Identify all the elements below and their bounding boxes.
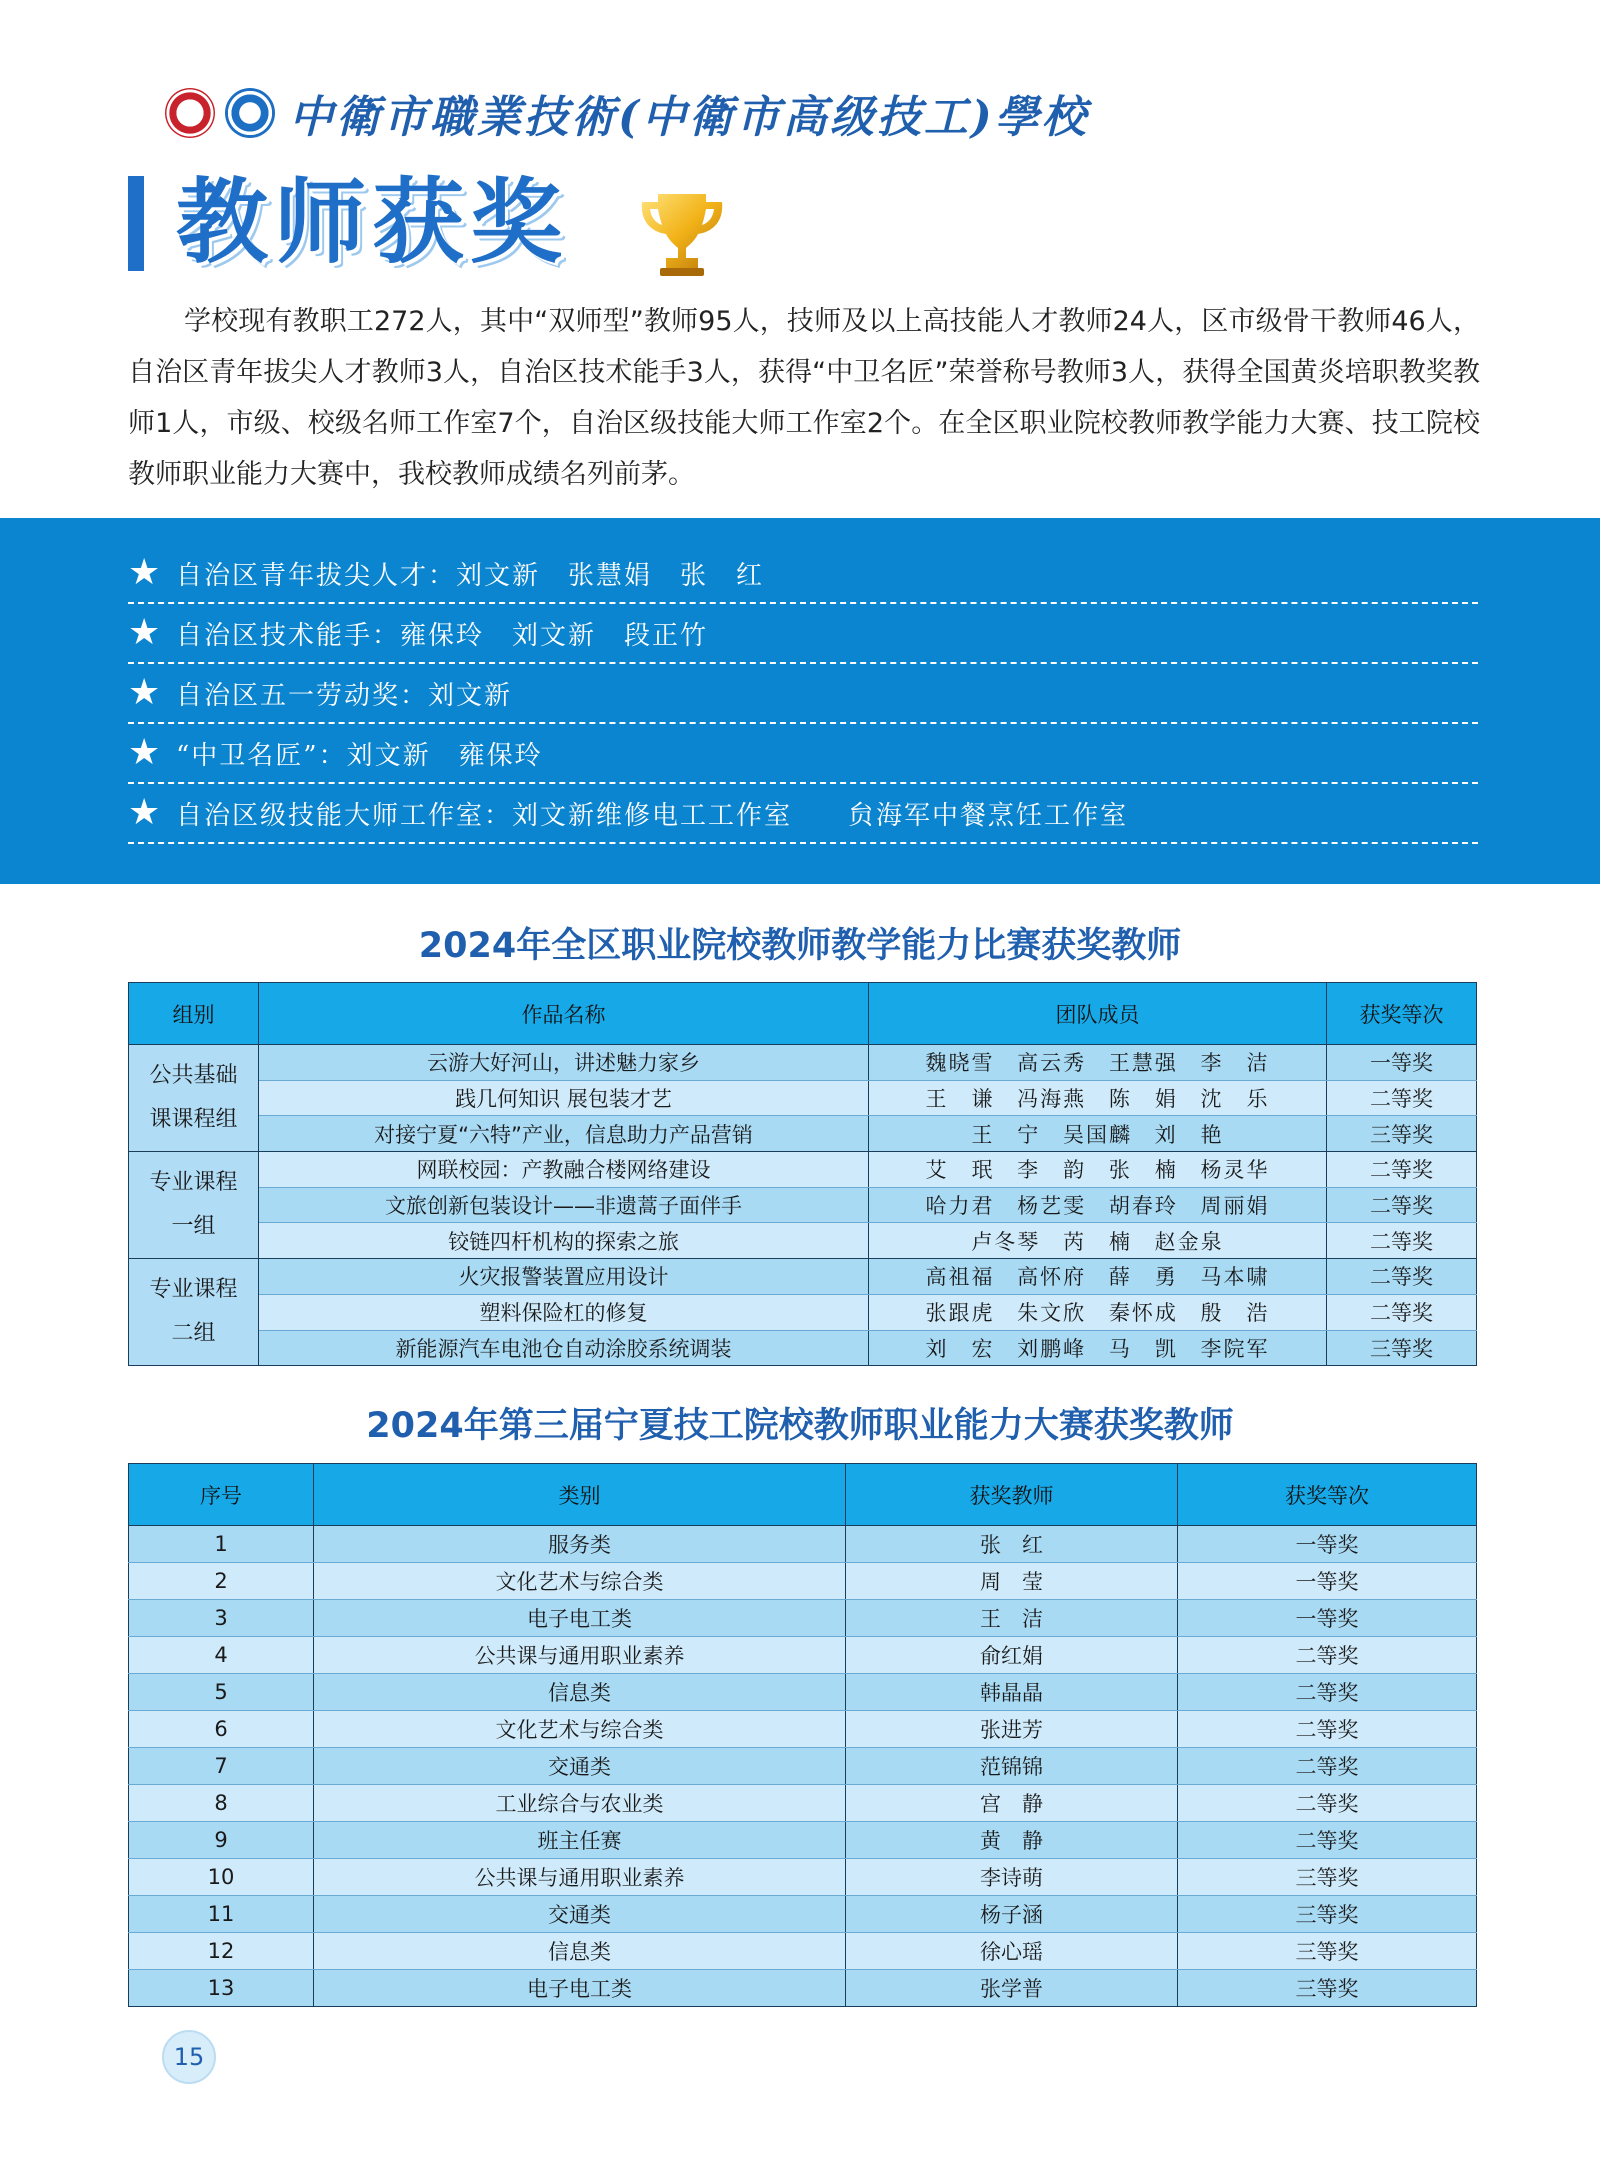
award-level: 三等奖 xyxy=(1178,1970,1477,2007)
honor-item xyxy=(128,604,1478,664)
honors-band xyxy=(0,518,1600,884)
page-title: 教师获奖 xyxy=(176,169,569,276)
award-level: 三等奖 xyxy=(1327,1330,1477,1366)
column-header: 类别 xyxy=(314,1464,846,1526)
teacher-name: 范锦锦 xyxy=(846,1748,1178,1785)
teacher-name: 徐心瑶 xyxy=(846,1933,1178,1970)
table-row xyxy=(129,1187,1477,1223)
row-number: 2 xyxy=(129,1563,314,1600)
row-number: 8 xyxy=(129,1785,314,1822)
award-level: 二等奖 xyxy=(1178,1637,1477,1674)
table-row xyxy=(129,1637,1477,1674)
table2-title: 2024年第三届宁夏技工院校教师职业能力大赛获奖教师 xyxy=(366,1406,1234,1446)
teacher-name: 黄 静 xyxy=(846,1822,1178,1859)
table1-title: 2024年全区职业院校教师教学能力比赛获奖教师 xyxy=(418,926,1182,966)
trophy-icon xyxy=(632,182,732,282)
table-row xyxy=(129,1259,1477,1295)
award-level: 二等奖 xyxy=(1178,1711,1477,1748)
work-title: 践几何知识 展包装才艺 xyxy=(259,1080,869,1116)
row-number: 4 xyxy=(129,1637,314,1674)
work-title: 新能源汽车电池仓自动涂胶系统调装 xyxy=(259,1330,869,1366)
award-level: 二等奖 xyxy=(1327,1223,1477,1259)
award-level: 二等奖 xyxy=(1178,1748,1477,1785)
teacher-name: 宫 静 xyxy=(846,1785,1178,1822)
award-level: 三等奖 xyxy=(1178,1933,1477,1970)
group-name: 专业课程二组 xyxy=(129,1259,259,1366)
honor-text: “中卫名匠”：刘文新 雍保玲 xyxy=(176,740,543,771)
award-level: 二等奖 xyxy=(1327,1080,1477,1116)
table-row xyxy=(129,1933,1477,1970)
table-row xyxy=(129,1748,1477,1785)
team-members: 高祖福 高怀府 薛 勇 马本啸 xyxy=(869,1259,1327,1295)
honor-text: 自治区五一劳动奖：刘文新 xyxy=(176,680,513,711)
table-row xyxy=(129,1526,1477,1563)
category: 班主任赛 xyxy=(314,1822,846,1859)
table-row xyxy=(129,1045,1477,1081)
category: 公共课与通用职业素养 xyxy=(314,1859,846,1896)
category: 信息类 xyxy=(314,1674,846,1711)
table-row xyxy=(129,1152,1477,1188)
work-title: 对接宁夏“六特”产业，信息助力产品营销 xyxy=(259,1116,869,1152)
table-header-row xyxy=(129,983,1477,1045)
category: 信息类 xyxy=(314,1933,846,1970)
award-level: 二等奖 xyxy=(1178,1785,1477,1822)
star-icon: ★ xyxy=(128,612,161,653)
table-row xyxy=(129,1785,1477,1822)
row-number: 10 xyxy=(129,1859,314,1896)
row-number: 3 xyxy=(129,1600,314,1637)
honor-text: 自治区技术能手：雍保玲 刘文新 段正竹 xyxy=(176,620,709,651)
intro-text: 学校现有教职工272人，其中“双师型”教师95人，技师及以上高技能人才教师24人，区市级骨干教师46人，自治区青年拔尖人才教师3人，自治区技术能手3人，获得“中卫名匠”荣誉称号教师3人，获得全国黄炎培职教奖教师1人，市级、校级名师工作室7个，自治区级技能大师工作室2个。在全区职业院校教师教学能力大赛、技工院校教师职业能力大赛中，我校教师成绩名列前茅。 xyxy=(128,306,1480,490)
team-members: 刘 宏 刘鹏峰 马 凯 李院军 xyxy=(869,1330,1327,1366)
column-header: 作品名称 xyxy=(259,983,869,1045)
column-header: 获奖等次 xyxy=(1327,983,1477,1045)
work-title: 铰链四杆机构的探索之旅 xyxy=(259,1223,869,1259)
team-members: 王 宁 吴国麟 刘 艳 xyxy=(869,1116,1327,1152)
award-level: 一等奖 xyxy=(1178,1600,1477,1637)
category: 电子电工类 xyxy=(314,1600,846,1637)
table-row xyxy=(129,1674,1477,1711)
table-row xyxy=(129,1600,1477,1637)
table-row xyxy=(129,1711,1477,1748)
table-row xyxy=(129,1563,1477,1600)
column-header: 序号 xyxy=(129,1464,314,1526)
star-icon: ★ xyxy=(128,732,161,773)
team-members: 卢冬琴 芮 楠 赵金泉 xyxy=(869,1223,1327,1259)
group-name: 公共基础课课程组 xyxy=(129,1045,259,1152)
table-row xyxy=(129,1896,1477,1933)
school-emblem-blue-icon xyxy=(225,88,275,138)
teacher-name: 李诗萌 xyxy=(846,1859,1178,1896)
star-icon: ★ xyxy=(128,792,161,833)
star-icon: ★ xyxy=(128,552,161,593)
category: 交通类 xyxy=(314,1896,846,1933)
table-row xyxy=(129,1116,1477,1152)
award-level: 二等奖 xyxy=(1178,1674,1477,1711)
column-header: 获奖等次 xyxy=(1178,1464,1477,1526)
column-header: 组别 xyxy=(129,983,259,1045)
intro-paragraph xyxy=(128,296,1480,500)
table-row xyxy=(129,1970,1477,2007)
school-name: 中衛市職業技術(中衛市高级技工)學校 xyxy=(289,92,1089,143)
award-level: 一等奖 xyxy=(1327,1045,1477,1081)
team-members: 魏晓雪 高云秀 王慧强 李 洁 xyxy=(869,1045,1327,1081)
team-members: 王 谦 冯海燕 陈 娟 沈 乐 xyxy=(869,1080,1327,1116)
work-title: 火灾报警装置应用设计 xyxy=(259,1259,869,1295)
column-header: 团队成员 xyxy=(869,983,1327,1045)
school-emblem-red-icon xyxy=(165,88,215,138)
row-number: 11 xyxy=(129,1896,314,1933)
award-level: 一等奖 xyxy=(1178,1563,1477,1600)
award-level: 二等奖 xyxy=(1178,1822,1477,1859)
award-level: 三等奖 xyxy=(1178,1859,1477,1896)
category: 公共课与通用职业素养 xyxy=(314,1637,846,1674)
teacher-name: 王 洁 xyxy=(846,1600,1178,1637)
work-title: 云游大好河山，讲述魅力家乡 xyxy=(259,1045,869,1081)
category: 服务类 xyxy=(314,1526,846,1563)
honor-item xyxy=(128,724,1478,784)
table-header-row xyxy=(129,1464,1477,1526)
honor-text: 自治区级技能大师工作室：刘文新维修电工工作室 贠海军中餐烹饪工作室 xyxy=(176,800,1129,831)
row-number: 9 xyxy=(129,1822,314,1859)
award-level: 二等奖 xyxy=(1327,1187,1477,1223)
star-icon: ★ xyxy=(128,672,161,713)
row-number: 5 xyxy=(129,1674,314,1711)
teacher-name: 杨子涵 xyxy=(846,1896,1178,1933)
teacher-name: 俞红娟 xyxy=(846,1637,1178,1674)
team-members: 哈力君 杨艺雯 胡春玲 周丽娟 xyxy=(869,1187,1327,1223)
award-level: 三等奖 xyxy=(1178,1896,1477,1933)
work-title: 网联校园：产教融合楼网络建设 xyxy=(259,1152,869,1188)
team-members: 艾 珉 李 韵 张 楠 杨灵华 xyxy=(869,1152,1327,1188)
group-name: 专业课程一组 xyxy=(129,1152,259,1259)
row-number: 12 xyxy=(129,1933,314,1970)
teacher-name: 韩晶晶 xyxy=(846,1674,1178,1711)
teacher-name: 周 莹 xyxy=(846,1563,1178,1600)
award-level: 二等奖 xyxy=(1327,1294,1477,1330)
category: 交通类 xyxy=(314,1748,846,1785)
row-number: 1 xyxy=(129,1526,314,1563)
table-row xyxy=(129,1080,1477,1116)
category: 电子电工类 xyxy=(314,1970,846,2007)
page-number: 15 xyxy=(162,2030,216,2084)
vocational-ability-award-table xyxy=(128,1463,1477,2007)
table-row xyxy=(129,1330,1477,1366)
row-number: 7 xyxy=(129,1748,314,1785)
title-accent-bar xyxy=(128,176,144,271)
work-title: 文旅创新包装设计——非遗蒿子面伴手 xyxy=(259,1187,869,1223)
table-row xyxy=(129,1223,1477,1259)
award-level: 二等奖 xyxy=(1327,1152,1477,1188)
teaching-ability-award-table xyxy=(128,982,1477,1366)
team-members: 张跟虎 朱文欣 秦怀成 殷 浩 xyxy=(869,1294,1327,1330)
table-row xyxy=(129,1859,1477,1896)
category: 工业综合与农业类 xyxy=(314,1785,846,1822)
column-header: 获奖教师 xyxy=(846,1464,1178,1526)
category: 文化艺术与综合类 xyxy=(314,1711,846,1748)
teacher-name: 张学普 xyxy=(846,1970,1178,2007)
award-level: 一等奖 xyxy=(1178,1526,1477,1563)
table-row xyxy=(129,1822,1477,1859)
honor-item xyxy=(128,784,1478,844)
honor-text: 自治区青年拔尖人才：刘文新 张慧娟 张 红 xyxy=(176,560,765,591)
category: 文化艺术与综合类 xyxy=(314,1563,846,1600)
row-number: 13 xyxy=(129,1970,314,2007)
school-header xyxy=(165,82,1089,144)
row-number: 6 xyxy=(129,1711,314,1748)
honor-item xyxy=(128,544,1478,604)
award-level: 二等奖 xyxy=(1327,1259,1477,1295)
table-row xyxy=(129,1294,1477,1330)
teacher-name: 张进芳 xyxy=(846,1711,1178,1748)
work-title: 塑料保险杠的修复 xyxy=(259,1294,869,1330)
teacher-name: 张 红 xyxy=(846,1526,1178,1563)
honor-item xyxy=(128,664,1478,724)
award-level: 三等奖 xyxy=(1327,1116,1477,1152)
table-body xyxy=(129,1526,1477,2007)
